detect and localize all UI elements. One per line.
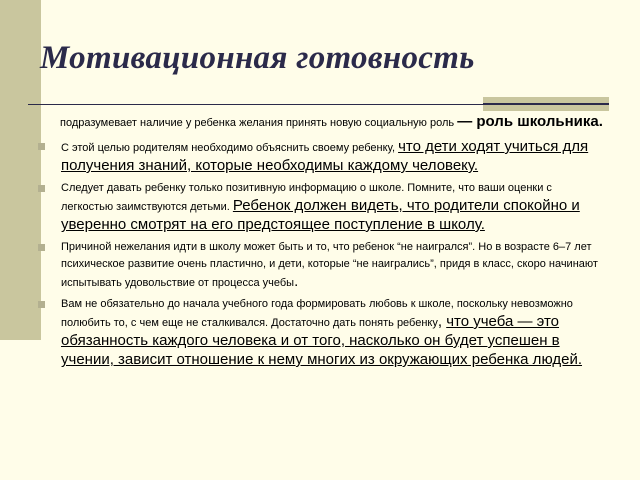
bullet-text: С этой целью родителям необходимо объяснить своему ребенку, [61, 142, 399, 154]
bullet-marker-icon [38, 244, 45, 251]
bullet-highlight: что учеба — это обязанность каждого человека и от того, насколько он будет успешен в учении, зависит отношение к нему многих из окружающих ребенка людей. [61, 313, 583, 368]
bullet-text: Причиной нежелания идти в школу может быть и то, что ребенок “не наигрался”. Но в возрасте 6–7 лет психическое развитие очень пластично, и дети, которые “не наигрались”, придя в класс, скоро начинают испытывать удовольствие от процесса учебы [61, 241, 598, 289]
bullet-marker-icon [38, 301, 45, 308]
bullet-marker-icon [38, 143, 45, 150]
bullet-item-1 [38, 138, 606, 176]
bullet-highlight: что дети ходят учиться для получения знаний, которые необходимы каждому человеку. [61, 138, 589, 174]
title-divider-block-line [483, 103, 609, 105]
bullet-text: Вам не обязательно до начала учебного года формировать любовь к школе, поскольку невозможно полюбить то, с чем еще не сталкивался. Достаточно дать понять ребенку [61, 298, 573, 329]
bullet-item-2 [38, 180, 606, 235]
intro-text: подразумевает наличие у ребенка желания принять новую социальную роль [60, 117, 458, 129]
left-accent-bar [0, 0, 41, 340]
title-divider-line [28, 104, 483, 105]
bullet-marker-icon [38, 185, 45, 192]
bullet-text: Следует давать ребенку только позитивную информацию о школе. Помните, что ваши оценки с легкостью заимствуются детьми. [61, 182, 552, 213]
bullet-item-4 [38, 296, 606, 370]
bullet-tail: . [294, 273, 299, 290]
bullet-comma: , [437, 313, 447, 330]
bullet-item-3 [38, 239, 606, 292]
intro-emphasis: — роль школьника. [457, 113, 603, 130]
intro-paragraph [60, 113, 606, 132]
slide-title: Мотивационная готовность [40, 40, 475, 76]
bullet-highlight: Ребенок должен видеть, что родители спокойно и уверенно смотрят на его предстоящее поступление в школу. [61, 197, 580, 233]
slide-body [38, 113, 606, 374]
